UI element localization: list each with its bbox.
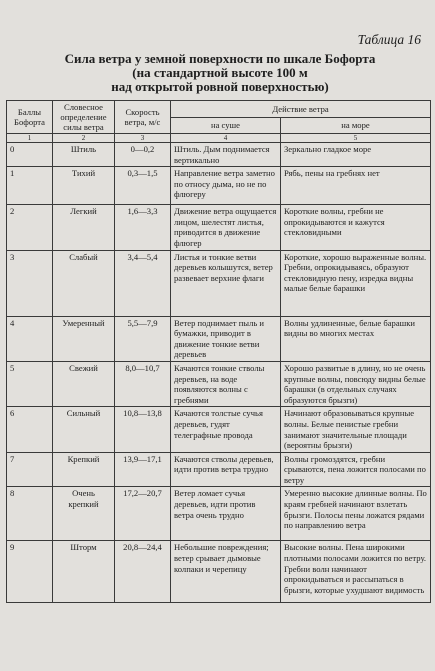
table-row — [7, 452, 431, 487]
cell-name: Крепкий — [53, 452, 115, 487]
cell-sea: Короткие, хорошо выраженные волны. Гребни, опрокидываясь, образуют стекловидную пену, изредка видны малые белые барашки — [281, 250, 431, 316]
cell-speed: 3,4—5,4 — [115, 250, 171, 316]
table-row — [7, 407, 431, 452]
cell-speed: 8,0—10,7 — [115, 361, 171, 406]
cell-name: Слабый — [53, 250, 115, 316]
cell-land: Ветер ломает сучья деревьев, идти против ветра очень трудно — [171, 487, 281, 541]
cell-name: Штиль — [53, 143, 115, 167]
cell-sea: Хорошо развитые в длину, но не очень крупные волны, повсюду видны белые барашки (в отдельных случаях образуются брызги) — [281, 361, 431, 406]
header-ball: Баллы Бофорта — [7, 101, 53, 134]
cell-name: Сильный — [53, 407, 115, 452]
title-line-2: (на стандартной высоте 100 м — [132, 65, 308, 80]
cell-ball: 9 — [7, 541, 53, 603]
header-name: Словесное определение силы ветра — [53, 101, 115, 134]
cell-sea: Волны громоздятся, гребни срываются, пена ложится полосами по ветру — [281, 452, 431, 487]
cell-ball: 5 — [7, 361, 53, 406]
cell-speed: 17,2—20,7 — [115, 487, 171, 541]
cell-sea: Умеренно высокие длинные волны. По краям гребней начинают взлетать брызги. Полосы пены ложатся рядами по направлению ветра — [281, 487, 431, 541]
table-body — [7, 143, 431, 603]
column-number: 1 — [7, 134, 53, 143]
cell-ball: 4 — [7, 316, 53, 361]
cell-name: Умеренный — [53, 316, 115, 361]
cell-name: Тихий — [53, 167, 115, 205]
cell-speed: 0,3—1,5 — [115, 167, 171, 205]
table-label: Таблица 16 — [357, 32, 421, 47]
cell-name: Очень крепкий — [53, 487, 115, 541]
column-number: 4 — [171, 134, 281, 143]
cell-ball: 3 — [7, 250, 53, 316]
cell-sea: Высокие волны. Пена широкими плотными полосами ложится по ветру. Гребни волн начинают опрокидываться и рассыпаться в брызги, которые ухудшают видимость — [281, 541, 431, 603]
cell-ball: 2 — [7, 205, 53, 250]
header-sea: на море — [281, 117, 431, 134]
cell-ball: 0 — [7, 143, 53, 167]
header-action: Действие ветра — [171, 101, 431, 118]
cell-speed: 20,8—24,4 — [115, 541, 171, 603]
cell-speed: 10,8—13,8 — [115, 407, 171, 452]
title-line-3: над открытой ровной поверхностью) — [111, 79, 329, 94]
table-row — [7, 361, 431, 406]
cell-name: Шторм — [53, 541, 115, 603]
table-row — [7, 167, 431, 205]
cell-speed: 13,9—17,1 — [115, 452, 171, 487]
table-row — [7, 205, 431, 250]
cell-name: Легкий — [53, 205, 115, 250]
header-land: на суше — [171, 117, 281, 134]
cell-land: Листья и тонкие ветви деревьев колышутся, ветер развевает верхние флаги — [171, 250, 281, 316]
cell-speed: 5,5—7,9 — [115, 316, 171, 361]
column-number-row — [7, 134, 431, 143]
column-number: 2 — [53, 134, 115, 143]
cell-ball: 6 — [7, 407, 53, 452]
column-number: 3 — [115, 134, 171, 143]
table-row — [7, 143, 431, 167]
cell-land: Качаются тонкие стволы деревьев, на воде появляются волны с гребнями — [171, 361, 281, 406]
cell-sea: Рябь, пены на гребнях нет — [281, 167, 431, 205]
cell-land: Качаются стволы деревьев, идти против ветра трудно — [171, 452, 281, 487]
cell-speed: 1,6—3,3 — [115, 205, 171, 250]
cell-land: Ветер поднимает пыль и бумажки, приводит в движение тонкие ветви деревьев — [171, 316, 281, 361]
cell-name: Свежий — [53, 361, 115, 406]
beaufort-table — [6, 100, 431, 603]
cell-sea: Зеркально гладкое море — [281, 143, 431, 167]
cell-speed: 0—0,2 — [115, 143, 171, 167]
cell-land: Направление ветра заметно по относу дыма, но не по флюгеру — [171, 167, 281, 205]
table-row — [7, 316, 431, 361]
cell-land: Качаются толстые сучья деревьев, гудят телеграфные провода — [171, 407, 281, 452]
cell-land: Небольшие повреждения; ветер срывает дымовые колпаки и черепицу — [171, 541, 281, 603]
cell-land: Движение ветра ощущается лицом, шелестят листья, приводится в движение флюгер — [171, 205, 281, 250]
cell-ball: 7 — [7, 452, 53, 487]
cell-sea: Волны удлиненные, белые барашки видны во многих местах — [281, 316, 431, 361]
header-speed: Скорость ветра, м/с — [115, 101, 171, 134]
table-row — [7, 541, 431, 603]
table-title — [10, 52, 430, 94]
column-number: 5 — [281, 134, 431, 143]
cell-ball: 1 — [7, 167, 53, 205]
cell-land: Штиль. Дым поднимается вертикально — [171, 143, 281, 167]
table-row — [7, 250, 431, 316]
table-row — [7, 487, 431, 541]
cell-sea: Начинают образовываться крупные волны. Белые пенистые гребни занимают значительные площади (вероятны брызги) — [281, 407, 431, 452]
cell-sea: Короткие волны, гребни не опрокидываются и кажутся стекловидными — [281, 205, 431, 250]
title-line-1: Сила ветра у земной поверхности по шкале Бофорта — [64, 51, 376, 66]
cell-ball: 8 — [7, 487, 53, 541]
